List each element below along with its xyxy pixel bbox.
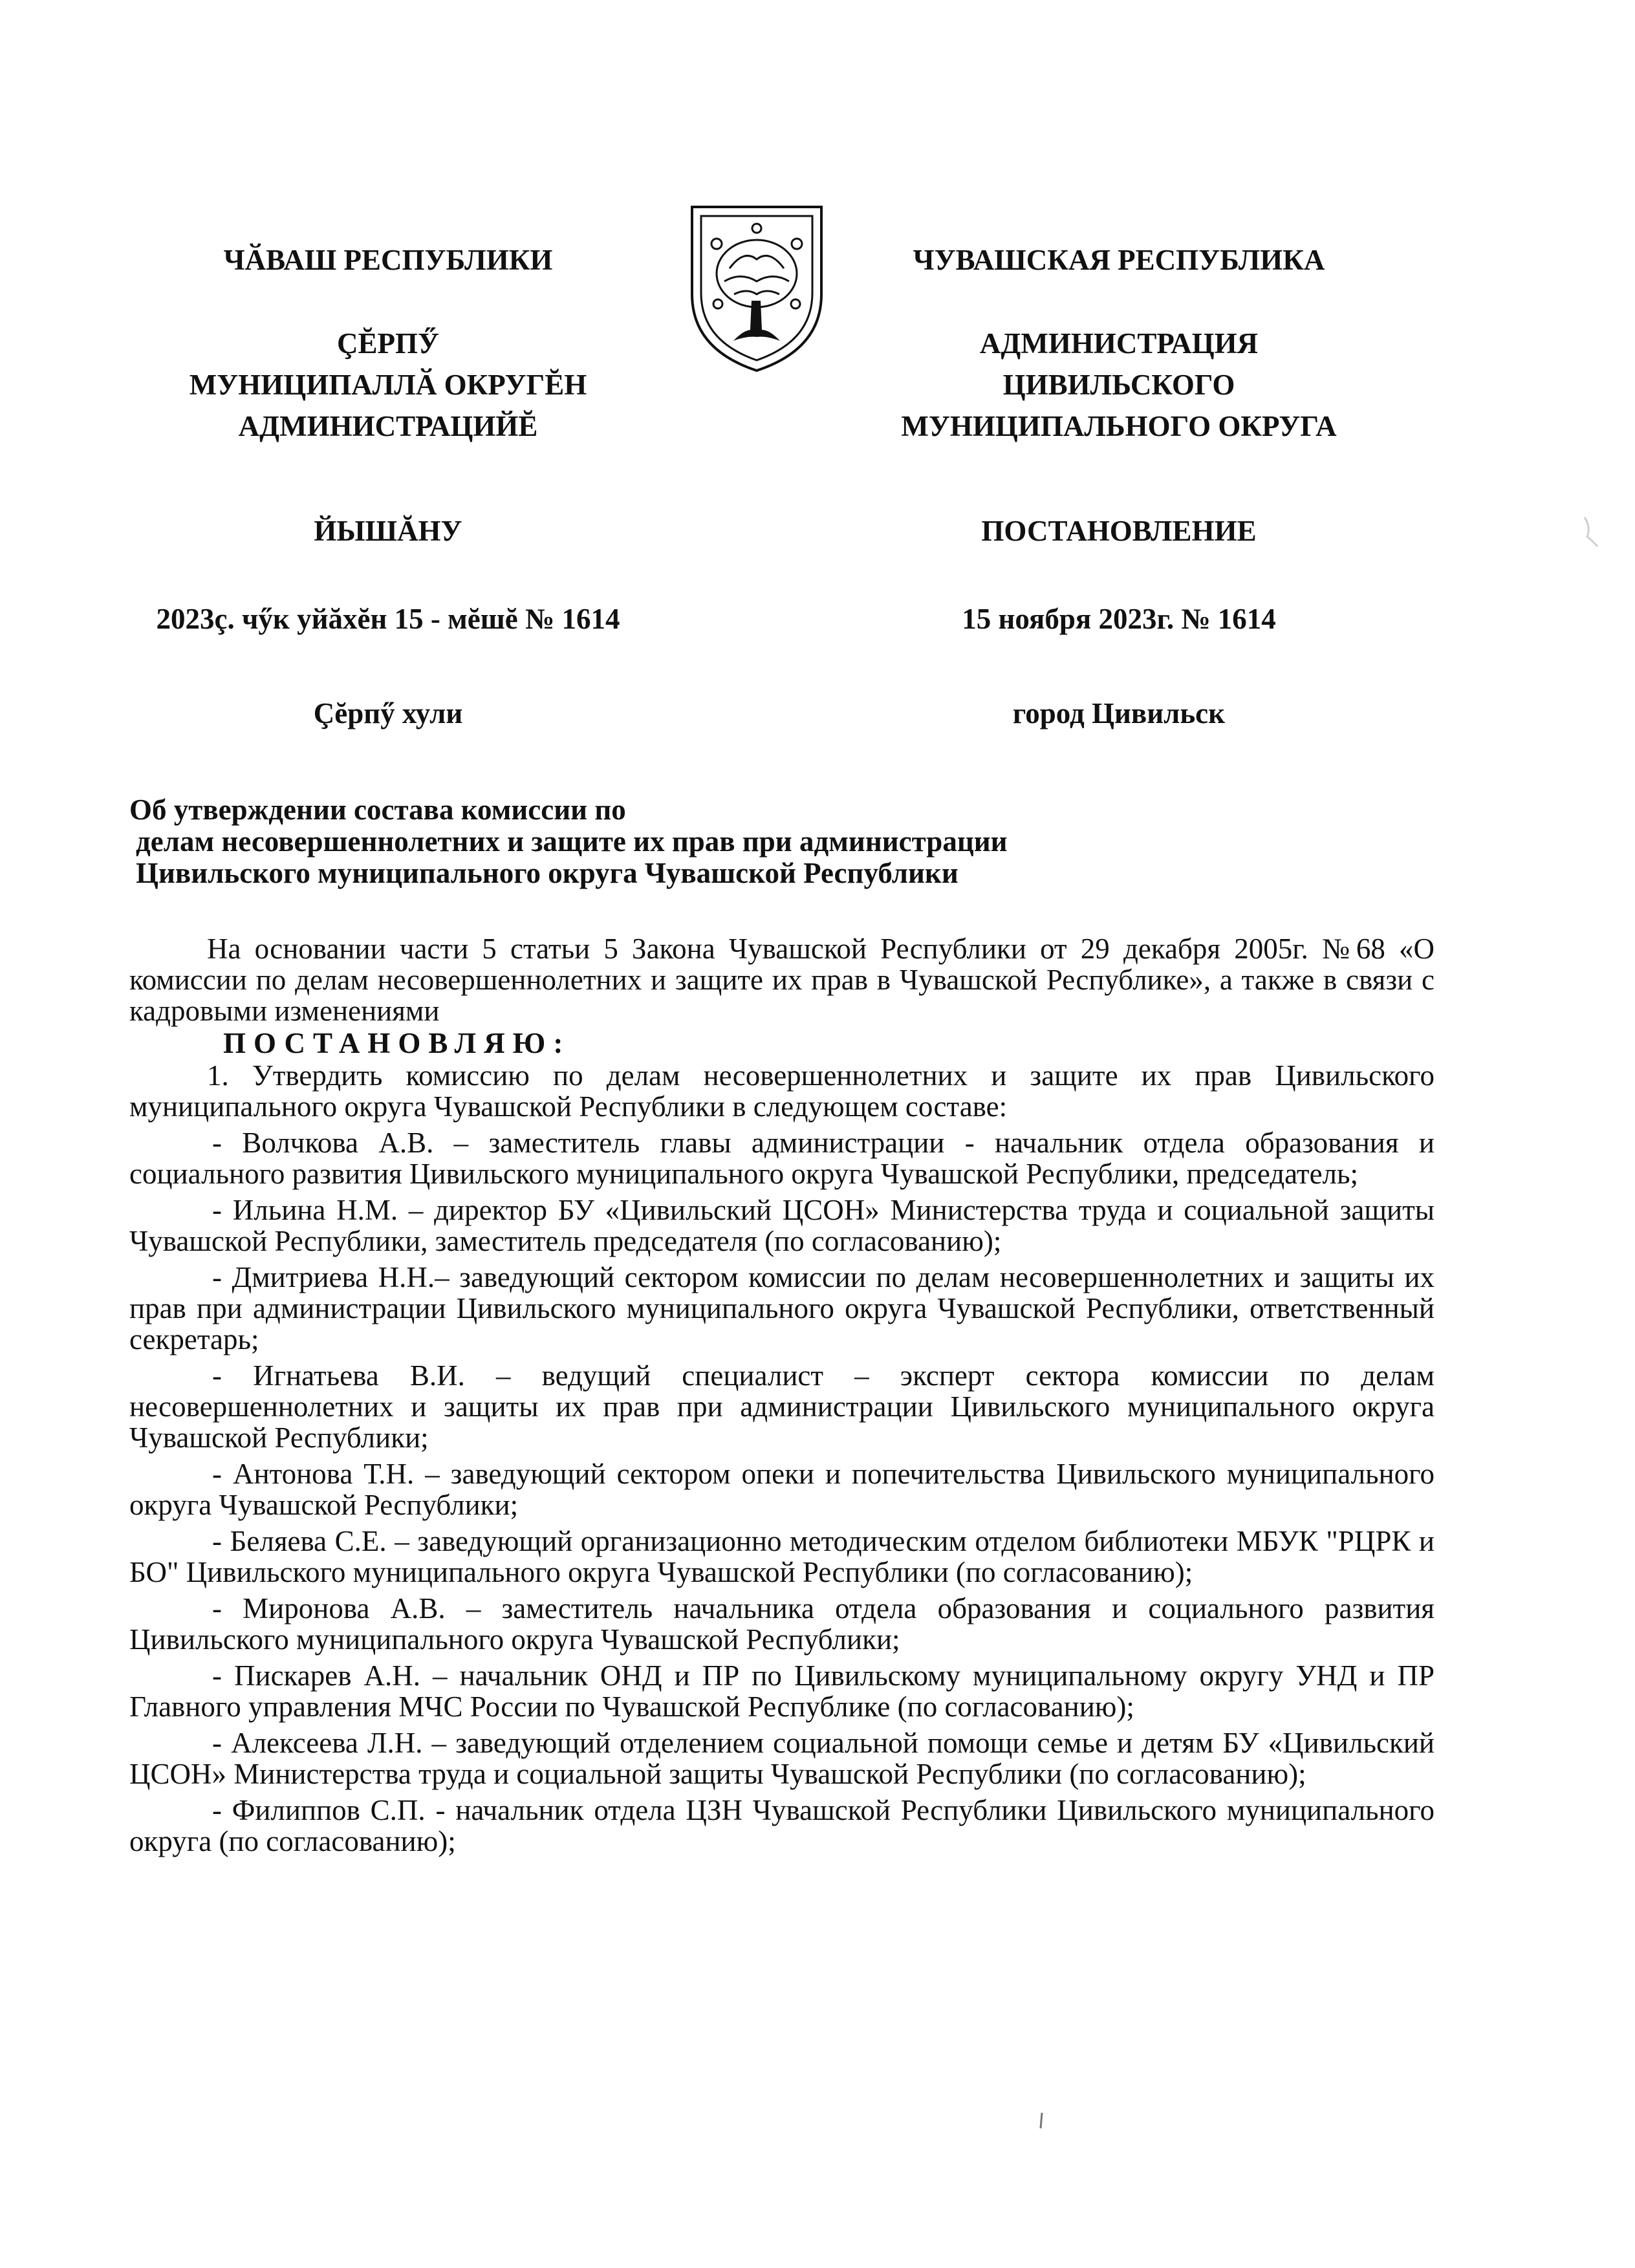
header-left-chuvash (123, 239, 653, 734)
republic-name-chuvash: ЧӐВАШ РЕСПУБЛИКИ (223, 244, 553, 276)
postanovlyayu-heading: ПОСТАНОВЛЯЮ: (223, 1027, 571, 1059)
title-line2: делам несовершеннолетних и защите их прав при администрации (136, 825, 1008, 858)
item-1-paragraph: 1. Утвердить комиссию по делам несовершеннолетних и защите их прав Цивильского муниципального округа Чувашской Республики в следующем составе: (129, 1059, 1435, 1123)
member-item: - Беляева С.Е. – заведующий организационно методическим отделом библиотеки МБУК "РЦРК и БО" Цивильского муниципального округа Чувашской Республики (по согласованию); (129, 1525, 1435, 1588)
admin-line3-russian: МУНИЦИПАЛЬНОГО ОКРУГА (901, 410, 1337, 442)
republic-name-russian: ЧУВАШСКАЯ РЕСПУБЛИКА (913, 244, 1325, 276)
member-item: - Миронова А.В. – заместитель начальника отдела образования и социального развития Цивильского муниципального округа Чувашской Республики; (129, 1592, 1435, 1656)
admin-line2-chuvash: МУНИЦИПАЛЛӐ ОКРУГĔН (189, 369, 587, 401)
place-chuvash: Çĕрпӳ хули (313, 697, 463, 729)
preamble-paragraph: На основании части 5 статьи 5 Закона Чувашской Республики от 29 декабря 2005г. №68 «О комиссии по делам несовершеннолетних и защите их прав в Чувашской Республике», а также в связи с кадровыми изменениями (129, 933, 1435, 1027)
place-russian: город Цивильск (1012, 697, 1226, 729)
document-body (129, 933, 1435, 1857)
coat-of-arms-icon (679, 197, 834, 378)
date-number-chuvash: 2023ç. чӳк уйăхĕн 15 - мĕшĕ № 1614 (156, 603, 620, 635)
member-item: - Пискарев А.Н. – начальник ОНД и ПР по Цивильскому муниципальному округу УНД и ПР Главного управления МЧС России по Чувашской Республике (по согласованию); (129, 1659, 1435, 1723)
scan-smudge-mark (1578, 511, 1604, 550)
member-item: - Игнатьева В.И. – ведущий специалист – эксперт сектора комиссии по делам несовершеннолетних и защиты их прав при администрации Цивильского муниципального округа Чувашской Республики; (129, 1359, 1435, 1454)
date-number-russian: 15 ноября 2023г. № 1614 (962, 603, 1276, 635)
title-line1: Об утверждении состава комиссии по (129, 794, 626, 826)
title-line3: Цивильского муниципального округа Чувашской Республики (136, 857, 958, 889)
admin-line1-chuvash: ÇĔРПӲ (336, 327, 440, 360)
member-item: - Антонова Т.Н. – заведующий сектором опеки и попечительства Цивильского муниципального округа Чувашской Республики; (129, 1458, 1435, 1521)
scan-dash-mark (1038, 2111, 1045, 2131)
doc-type-russian: ПОСТАНОВЛЕНИЕ (981, 515, 1257, 547)
member-item: - Алексеева Л.Н. – заведующий отделением социальной помощи семье и детям БУ «Цивильский ЦСОН» Министерства труда и социальной защиты Чувашской Республики (по согласованию); (129, 1727, 1435, 1790)
admin-line3-chuvash: АДМИНИСТРАЦИЙĔ (238, 410, 538, 442)
member-item: - Дмитриева Н.Н.– заведующий сектором комиссии по делам несовершеннолетних и защиты их прав при администрации Цивильского муниципального округа Чувашской Республики, ответственный секретарь; (129, 1261, 1435, 1355)
document-title (129, 794, 1164, 889)
admin-line1-russian: АДМИНИСТРАЦИЯ (979, 327, 1259, 360)
member-item: - Ильина Н.М. – директор БУ «Цивильский ЦСОН» Министерства труда и социальной защиты Чувашской Республики, заместитель председателя (по согласованию); (129, 1194, 1435, 1257)
header-right-russian (854, 239, 1384, 734)
admin-line2-russian: ЦИВИЛЬСКОГО (1002, 369, 1235, 401)
doc-type-chuvash: ЙЫШĂНУ (314, 515, 462, 547)
member-item: - Волчкова А.В. – заместитель главы администрации - начальник отдела образования и социального развития Цивильского муниципального округа Чувашской Республики, председатель; (129, 1127, 1435, 1190)
member-item: - Филиппов С.П. - начальник отдела ЦЗН Чувашской Республики Цивильского муниципального округа (по согласованию); (129, 1794, 1435, 1857)
